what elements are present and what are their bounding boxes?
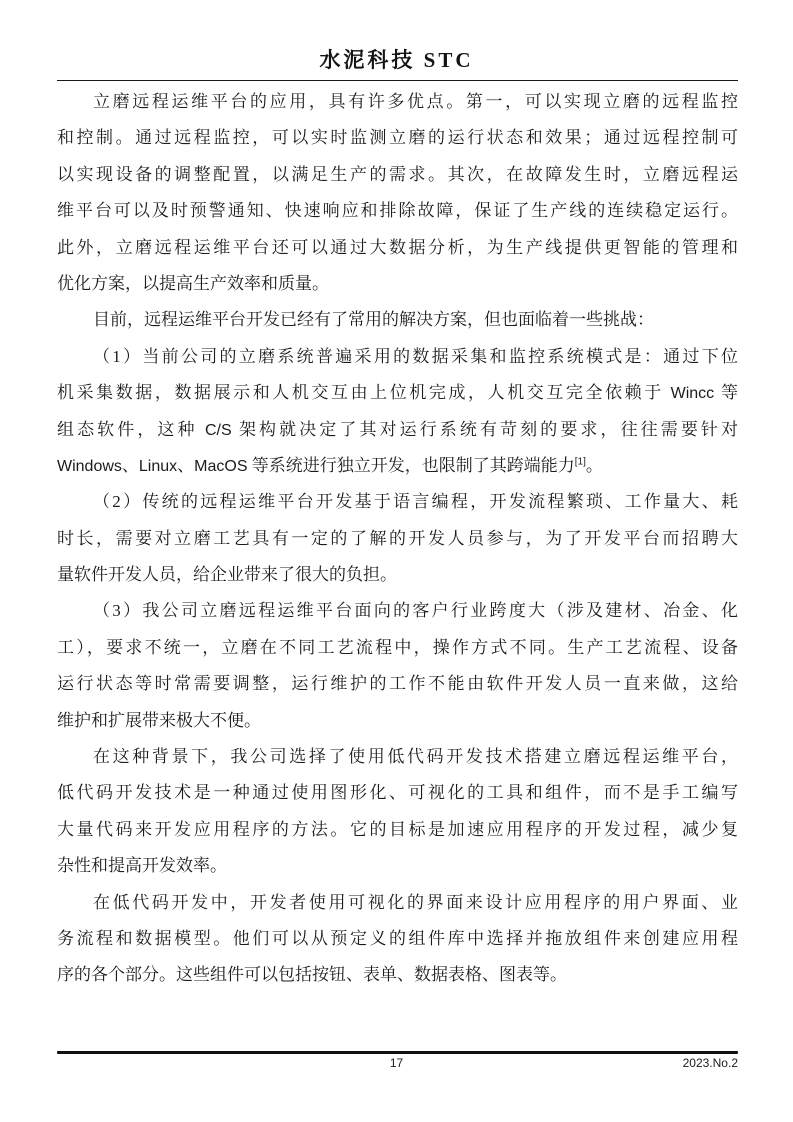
text-line: 机采集数据，数据展示和人机交互由上位机完成，人机交互完全依赖于 Wincc 等 xyxy=(57,383,738,403)
text-line: 在这种背景下，我公司选择了使用低代码开发技术搭建立磨远程运维平台， xyxy=(93,747,738,767)
text-line: （1）当前公司的立磨系统普遍采用的数据采集和监控系统模式是：通过下位 xyxy=(93,346,738,366)
latin-text: C/S xyxy=(204,421,232,439)
paragraph xyxy=(57,593,738,739)
text-line: 工），要求不统一，立磨在不同工艺流程中，操作方式不同。生产工艺流程、设备 xyxy=(57,637,738,657)
text-line: 运行状态等时常需要调整，运行维护的工作不能由软件开发人员一直来做，这给 xyxy=(57,674,738,694)
text-line: 组态软件，这种 C/S 架构就决定了其对运行系统有苛刻的要求，往往需要针对 xyxy=(57,419,738,439)
text-line: 量软件开发人员，给企业带来了很大的负担。 xyxy=(57,565,397,585)
text-line: 和控制。通过远程监控，可以实时监测立磨的运行状态和效果；通过远程控制可 xyxy=(57,128,738,148)
paragraph xyxy=(57,739,738,885)
issue-label: 2023.No.2 xyxy=(682,1056,738,1070)
latin-text: Linux xyxy=(138,457,178,475)
page-number: 17 xyxy=(389,1056,404,1070)
footer-rule xyxy=(57,1051,738,1054)
paragraph xyxy=(57,302,738,338)
text-line: 以实现设备的调整配置，以满足生产的需求。其次，在故障发生时，立磨远程运 xyxy=(57,164,738,184)
paragraph xyxy=(57,84,738,302)
citation-ref: [1] xyxy=(574,456,586,468)
text-line: 立磨远程运维平台的应用，具有许多优点。第一，可以实现立磨的远程监控 xyxy=(93,92,738,111)
text-line: 时长，需要对立磨工艺具有一定的了解的开发人员参与，为了开发平台而招聘大 xyxy=(57,528,738,548)
text-line: 杂性和提高开发效率。 xyxy=(57,856,227,876)
text-line: 此外，立磨远程运维平台还可以通过大数据分析，为生产线提供更智能的管理和 xyxy=(57,237,738,257)
header-rule xyxy=(57,80,738,81)
paragraph xyxy=(57,339,738,485)
latin-text: MacOS xyxy=(194,457,248,475)
text-line: 大量代码来开发应用程序的方法。它的目标是加速应用程序的开发过程，减少复 xyxy=(57,819,738,839)
latin-text: Windows xyxy=(57,457,122,475)
text-line: 优化方案，以提高生产效率和质量。 xyxy=(57,273,329,293)
paragraph xyxy=(57,885,738,994)
paragraph xyxy=(57,484,738,593)
text-line: Windows、Linux、MacOS 等系统进行独立开发，也限制了其跨端能力[1]。 xyxy=(57,455,603,475)
text-line: （3）我公司立磨远程运维平台面向的客户行业跨度大（涉及建材、冶金、化 xyxy=(93,601,738,621)
body-text xyxy=(57,84,738,994)
text-line: 维平台可以及时预警通知、快速响应和排除故障，保证了生产线的连续稳定运行。 xyxy=(57,201,738,221)
text-line: 序的各个部分。这些组件可以包括按钮、表单、数据表格、图表等。 xyxy=(57,965,567,985)
text-line: 在低代码开发中，开发者使用可视化的界面来设计应用程序的用户界面、业 xyxy=(93,892,738,912)
journal-title: 水泥科技 STC xyxy=(319,48,474,72)
text-line: 维护和扩展带来极大不便。 xyxy=(57,710,261,730)
latin-text: Wincc xyxy=(670,385,715,403)
text-line: （2）传统的远程运维平台开发基于语言编程，开发流程繁琐、工作量大、耗 xyxy=(93,492,738,512)
text-line: 低代码开发技术是一种通过使用图形化、可视化的工具和组件，而不是手工编写 xyxy=(57,783,738,803)
text-line: 务流程和数据模型。他们可以从预定义的组件库中选择并拖放组件来创建应用程 xyxy=(57,928,738,948)
text-line: 目前，远程运维平台开发已经有了常用的解决方案，但也面临着一些挑战： xyxy=(93,310,654,330)
